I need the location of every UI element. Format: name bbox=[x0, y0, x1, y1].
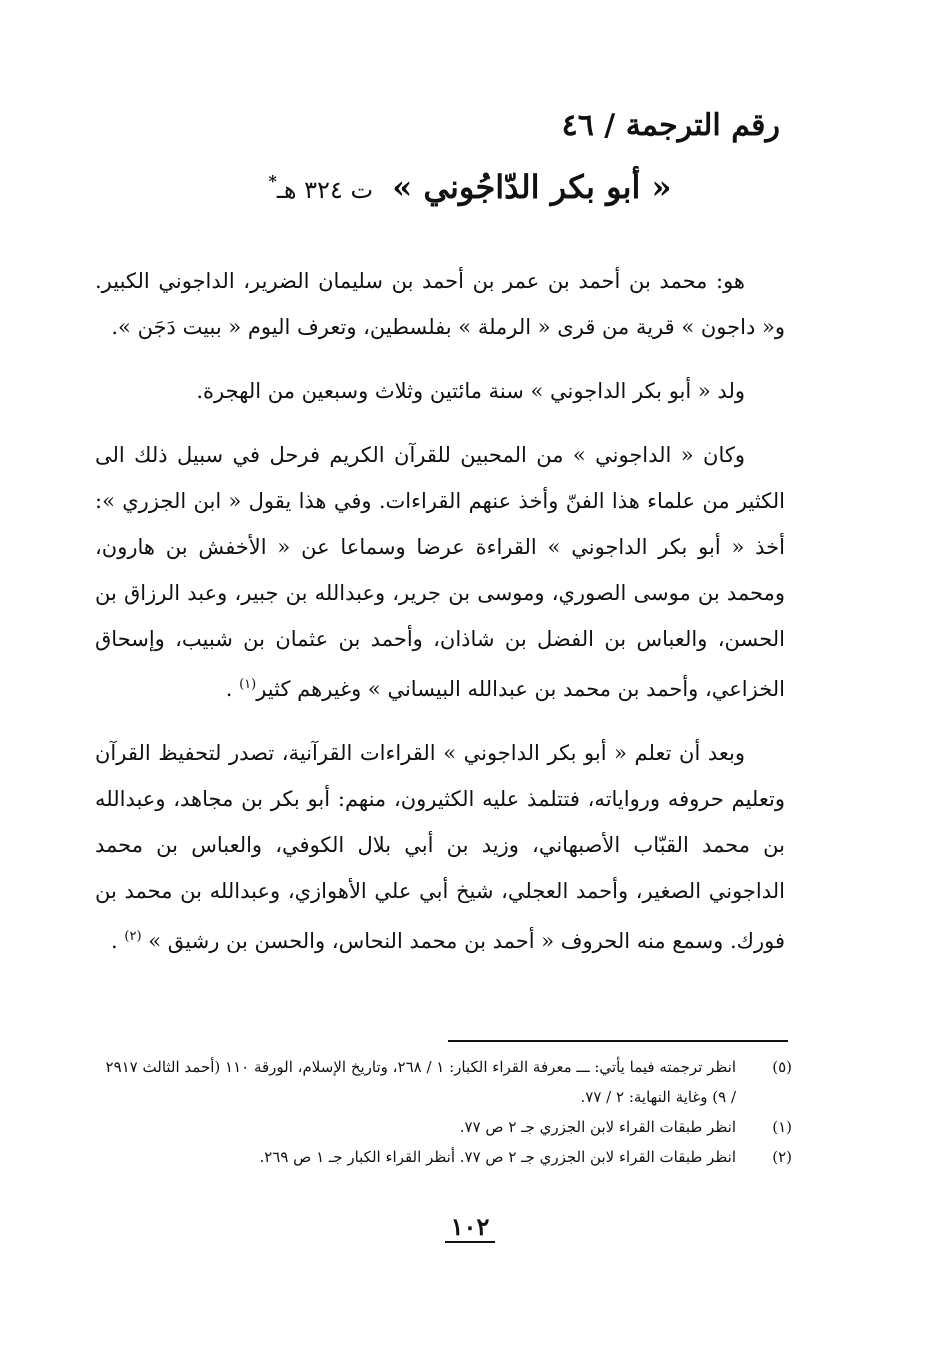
paragraph-3-text: وكان « الداجوني » من المحبين للقرآن الكريم فرحل في سبيل ذلك الى الكثير من علماء هذا الفنّ وأخذ عنهم القراءات. وفي هذا يقول « ابن الجزري »: أخذ « أبو بكر الداجوني » القراءة عرضا وسماعا عن « الأخفش بن هارون، ومحمد بن موسى الصوري، وموسى بن جرير، وعبدالله بن جبير، وعبد الرزاق بن الحسن، والعباس بن الفضل بن شاذان، وأحمد بن عثمان بن شبيب، وإسحاق الخزاعي، وأحمد بن محمد بن عبدالله البيساني » وغيرهم كثير bbox=[95, 443, 785, 701]
entry-title-death-date: ت ٣٢٤ هـ bbox=[276, 176, 374, 204]
paragraph-2: ولد « أبو بكر الداجوني » سنة مائتين وثلاث وسبعين من الهجرة. bbox=[196, 379, 745, 403]
footnote-item bbox=[102, 1142, 792, 1172]
footnote-number: (١) bbox=[772, 1118, 792, 1136]
paragraph-4-end: . bbox=[111, 929, 118, 953]
footnote-item bbox=[102, 1052, 792, 1112]
body-text bbox=[95, 258, 785, 982]
entry-number: رقم الترجمة / ٤٦ bbox=[561, 108, 780, 143]
footnote-number: (٢) bbox=[772, 1148, 792, 1166]
footnote-text: انظر ترجمته فيما يأتي: ـــ معرفة القراء الكبار: ١ / ٢٦٨، وتاريخ الإسلام، الورقة ١١٠ (أحمد الثالث ٢٩١٧ / ٩) وغاية النهاية: ٢ / ٧٧. bbox=[105, 1058, 736, 1106]
footnote-item bbox=[102, 1112, 792, 1142]
footnote-number: (٥) bbox=[772, 1058, 792, 1076]
paragraph-4 bbox=[95, 730, 785, 964]
paragraph-3-end: . bbox=[225, 677, 233, 701]
entry-title bbox=[0, 168, 940, 206]
entry-title-name: « أبو بكر الدّاجُوني » bbox=[392, 168, 672, 206]
footnotes bbox=[102, 1052, 792, 1172]
footnote-text: انظر طبقات القراء لابن الجزري جـ ٢ ص ٧٧. bbox=[459, 1118, 736, 1136]
paragraph-1: هو: محمد بن أحمد بن عمر بن أحمد بن سليمان الضرير، الداجوني الكبير. و« داجون » قرية من قرى « الرملة » بفلسطين، وتعرف اليوم « ببيت دَجَن ». bbox=[95, 269, 785, 339]
footnote-text: انظر طبقات القراء لابن الجزري جـ ٢ ص ٧٧. أنظر القراء الكبار جـ ١ ص ٢٦٩. bbox=[259, 1148, 736, 1166]
entry-title-footnote-marker: * bbox=[268, 171, 277, 191]
paragraph-4-text: وبعد أن تعلم « أبو بكر الداجوني » القراءات القرآنية، تصدر لتحفيظ القرآن وتعليم حروفه ورواياته، فتتلمذ عليه الكثيرون، منهم: أبو بكر بن مجاهد، وعبدالله بن محمد القبّاب الأصبهاني، وزيد بن أبي بلال الكوفي، والعباس بن محمد الداجوني الصغير، وأحمد العجلي، شيخ أبي علي الأهوازي، وعبدالله بن محمد بن فورك. وسمع منه الحروف « أحمد بن محمد النحاس، والحسن بن رشيق » bbox=[95, 741, 785, 953]
page-number bbox=[0, 1212, 940, 1241]
paragraph-3 bbox=[95, 432, 785, 712]
footnote-ref-1: (١) bbox=[239, 677, 257, 692]
footnote-divider bbox=[448, 1040, 788, 1042]
page-number-value: ١٠٢ bbox=[445, 1212, 496, 1243]
footnote-ref-2: (٢) bbox=[124, 929, 142, 944]
